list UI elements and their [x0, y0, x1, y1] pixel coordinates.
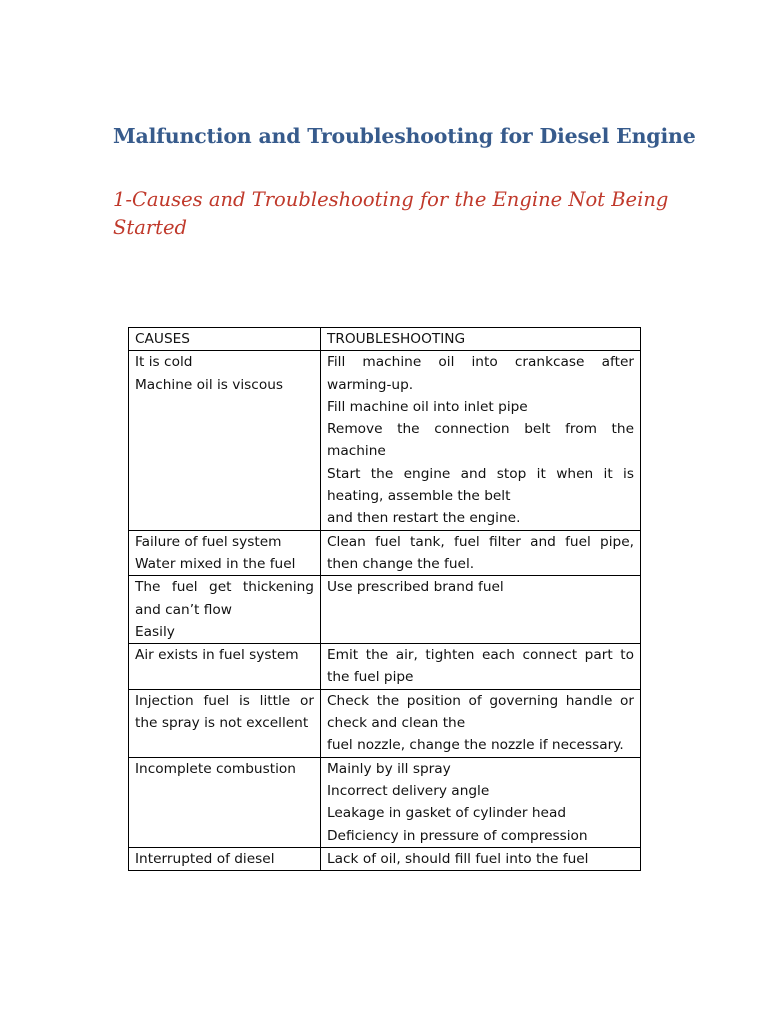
cause-line: The fuel get thickening and can’t flow	[135, 579, 314, 618]
cause-cell	[129, 689, 321, 757]
troubleshooting-cell	[321, 644, 641, 690]
troubleshooting-cell	[321, 757, 641, 847]
troubleshooting-line: Check the position of governing handle or check and clean the	[327, 692, 634, 732]
troubleshooting-cell	[321, 351, 641, 530]
section-heading	[113, 186, 673, 242]
troubleshooting-table	[128, 327, 641, 871]
cause-line: Air exists in fuel system	[135, 647, 299, 664]
cause-line: Interrupted of diesel	[135, 850, 275, 867]
document-title: Malfunction and Troubleshooting for Diesel Engine	[113, 124, 696, 148]
troubleshooting-cell	[321, 689, 641, 757]
troubleshooting-line: Emit the air, tighten each connect part to the fuel pipe	[327, 647, 634, 686]
section-heading-line-1: 1-Causes and Troubleshooting for the Engine Not Being	[113, 188, 669, 211]
troubleshooting-line: Fill machine oil into crankcase after warming-up.	[327, 354, 634, 393]
cause-line: It is cold	[135, 354, 193, 371]
troubleshooting-cell	[321, 847, 641, 870]
cause-cell	[129, 757, 321, 847]
cause-cell	[129, 530, 321, 576]
troubleshooting-line: Start the engine and stop it when it is heating, assemble the belt	[327, 465, 634, 505]
table-row	[129, 847, 641, 870]
troubleshooting-cell	[321, 576, 641, 644]
table-row	[129, 644, 641, 690]
troubleshooting-line: Lack of oil, should fill fuel into the fuel	[327, 850, 589, 867]
table-row	[129, 757, 641, 847]
cause-line: Injection fuel is little or the spray is not excellent	[135, 692, 314, 732]
cause-cell	[129, 847, 321, 870]
cause-line: Machine oil is viscous	[135, 376, 284, 393]
troubleshooting-line: Use prescribed brand fuel	[327, 579, 504, 596]
troubleshooting-cell	[321, 530, 641, 576]
section-heading-line-2: Started	[113, 216, 188, 239]
troubleshooting-line: fuel nozzle, change the nozzle if necessary.	[327, 737, 624, 754]
troubleshooting-line: Remove the connection belt from the machine	[327, 421, 634, 460]
header-causes: CAUSES	[129, 328, 321, 351]
cause-line: Water mixed in the fuel	[135, 555, 296, 572]
troubleshooting-line: Mainly by ill spray	[327, 760, 451, 777]
cause-cell	[129, 576, 321, 644]
table-row	[129, 689, 641, 757]
table-header-row	[129, 328, 641, 351]
troubleshooting-line: Fill machine oil into inlet pipe	[327, 398, 528, 415]
table-row	[129, 530, 641, 576]
troubleshooting-line: Clean fuel tank, fuel filter and fuel pipe, then change the fuel.	[327, 533, 634, 572]
troubleshooting-line: Deficiency in pressure of compression	[327, 827, 588, 844]
table-row	[129, 576, 641, 644]
cause-line: Failure of fuel system	[135, 533, 282, 550]
cause-line: Incomplete combustion	[135, 760, 296, 777]
table-row	[129, 351, 641, 530]
troubleshooting-line: and then restart the engine.	[327, 510, 521, 527]
cause-line: Easily	[135, 623, 175, 640]
troubleshooting-line: Leakage in gasket of cylinder head	[327, 805, 567, 822]
header-troubleshooting: TROUBLESHOOTING	[321, 328, 641, 351]
troubleshooting-line: Incorrect delivery angle	[327, 782, 490, 799]
cause-cell	[129, 351, 321, 530]
cause-cell	[129, 644, 321, 690]
